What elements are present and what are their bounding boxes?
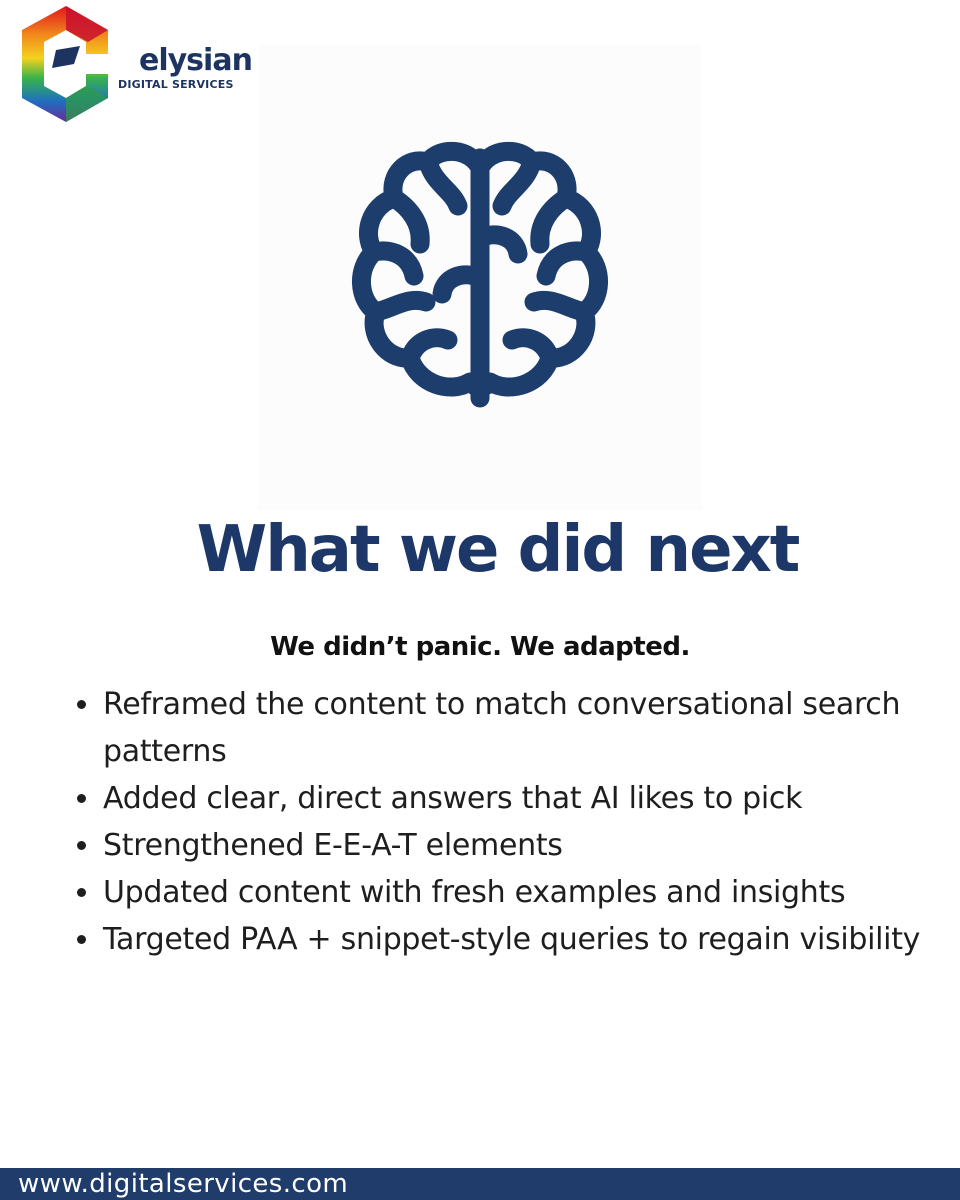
bullet-item: Updated content with fresh examples and insights bbox=[103, 869, 928, 916]
brand-name: elysian bbox=[139, 43, 252, 78]
hexagon-rainbow-logo-icon bbox=[8, 2, 118, 126]
bullet-item: Added clear, direct answers that AI likes to pick bbox=[103, 775, 928, 822]
bullet-item: Strengthened E-E-A-T elements bbox=[103, 822, 928, 869]
page-subtitle: We didn’t panic. We adapted. bbox=[270, 632, 690, 662]
brand-logo bbox=[8, 2, 252, 126]
page-title: What we did next bbox=[196, 513, 799, 587]
footer-website-link[interactable]: www.digitalservices.com bbox=[18, 1169, 349, 1199]
bullet-list bbox=[103, 681, 928, 963]
bullet-item: Reframed the content to match conversational search patterns bbox=[103, 681, 928, 775]
brain-icon bbox=[330, 128, 630, 428]
brand-tagline: DIGITAL SERVICES bbox=[118, 78, 234, 91]
bullet-item: Targeted PAA + snippet-style queries to regain visibility bbox=[103, 916, 928, 963]
footer-bar bbox=[0, 1168, 960, 1200]
